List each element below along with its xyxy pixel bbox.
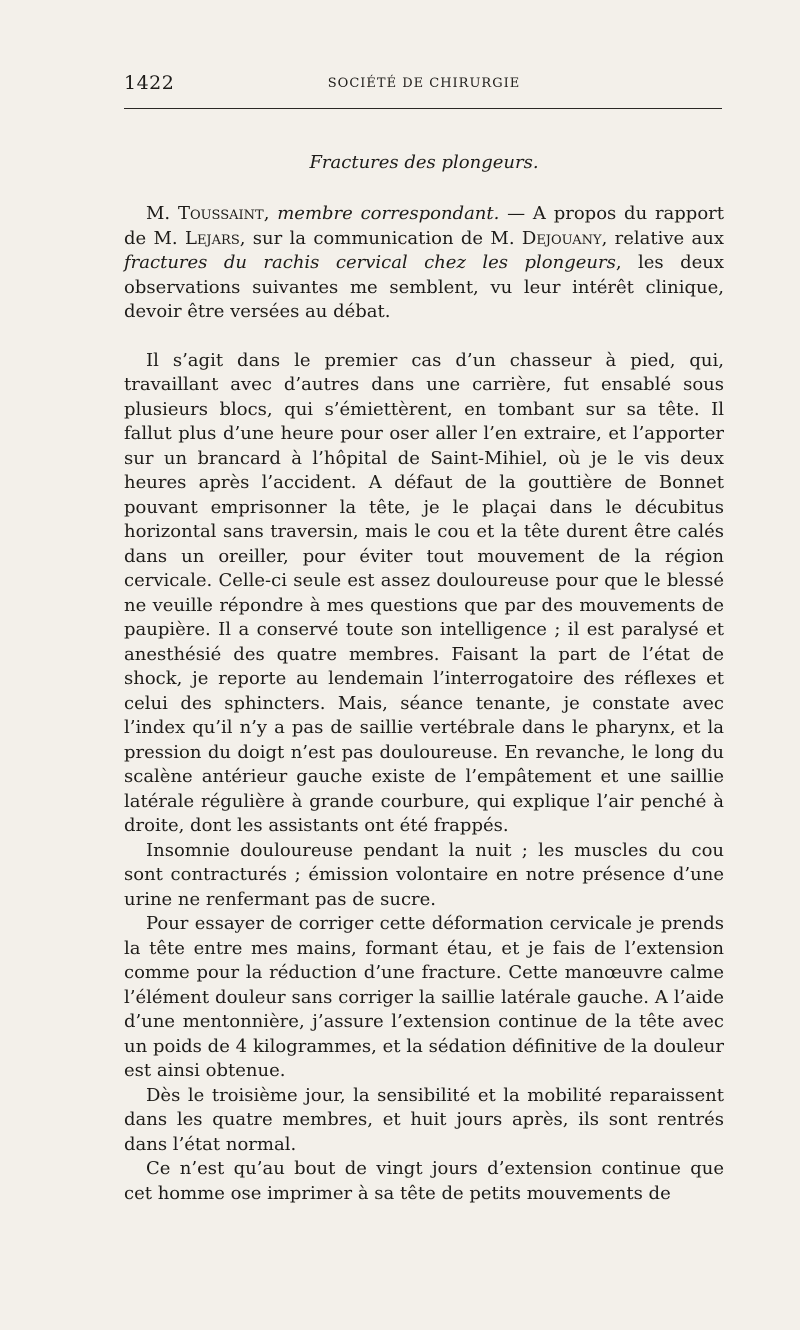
subject-italic: fractures du rachis cervical chez les plongeurs (124, 252, 616, 273)
page-number: 1422 (124, 72, 175, 94)
section-title: Fractures des plongeurs. (309, 152, 539, 173)
author-role: membre correspondant. (277, 203, 500, 224)
paragraph-correction: Pour essayer de corriger cette déformation cervicale je prends la tête entre mes mains, formant étau, et je fais de l’extension comme pour la réduction d’une fracture. Cette manœuvre calme l’élément douleur sans corriger la saillie latérale gauche. A l’aide d’une mentonnière, j’assure l’extension continue de la tête avec un poids de 4 kilogrammes, et la sédation définitive de la douleur est ainsi obtenue. (124, 913, 724, 1081)
paragraph-recovery: Dès le troisième jour, la sensibilité et la mobilité reparaissent dans les quatre membres, et huit jours après, ils sont rentrés dans l’état normal. (124, 1084, 724, 1155)
paragraph-extension: Ce n’est qu’au bout de vingt jours d’extension continue que cet homme ose imprimer à sa tête de petits mouvements de (124, 1158, 724, 1204)
running-title: SOCIÉTÉ DE CHIRURGIE (327, 76, 521, 91)
paragraph-night: Insomnie douloureuse pendant la nuit ; les muscles du cou sont contracturés ; émission volontaire en notre présence d’une urine ne renfermant pas de sucre. (124, 839, 724, 910)
intro-text-b: , sur la communication de M. (239, 227, 522, 249)
article-body (124, 202, 724, 1206)
author-prefix: M. (146, 203, 178, 224)
intro-text-a: — A propos du rapport de M. (124, 203, 725, 249)
intro-text-d: , les deux observations suivantes me semblent, vu leur intérêt clinique, devoir être versées au débat. (124, 252, 724, 322)
communicant-name: Dejouany (521, 227, 602, 249)
paragraph-case-description: Il s’agit dans le premier cas d’un chasseur à pied, qui, travaillant avec d’autres dans une carrière, fut ensablé sous plusieurs blocs, qui s’émiettèrent, en tombant sur sa tête. Il fallut plus d’une heure pour oser aller l’en extraire, et l’apporter sur un brancard à l’hôpital de Saint-Mihiel, où je le vis deux heures après l’accident. A défaut de la gouttière de Bonnet pouvant emprisonner la tête, je le plaçai dans le décubitus horizontal sans traversin, mais le cou et la tête durent être calés dans un oreiller, pour éviter tout mouvement de la région cervicale. Celle-ci seule est assez douloureuse pour que le blessé ne veuille répondre à mes questions que par des mouvements de paupière. Il a conservé toute son intelligence ; il est paralysé et anesthésié des quatre membres. Faisant la part de l’état de shock, je reporte au lendemain l’interrogatoire des réflexes et celui des sphincters. Mais, séance tenante, je constate avec l’index qu’il n’y a pas de saillie vertébrale dans le pharynx, et la pression du doigt n’est pas douloureuse. En revanche, le long du scalène antérieur gauche existe de l’empâtement et une saillie latérale régulière à grande courbure, qui explique l’air penché à droite, dont les assistants ont été frappés. (124, 349, 724, 836)
header-rule (124, 108, 722, 109)
reporter-name: Lejars (184, 227, 240, 249)
intro-text-c: , relative aux (601, 227, 724, 249)
author-name: Toussaint (177, 203, 264, 224)
intro-paragraph: M. Toussaint, membre correspondant. — A propos du rapport de M. Lejars, sur la communication de M. Dejouany, relative aux fractures du rachis cervical chez les plongeurs, les deux observations suivantes me semblent, vu leur intérêt clinique, devoir être versées au débat. (124, 203, 725, 322)
page-header (124, 72, 724, 96)
